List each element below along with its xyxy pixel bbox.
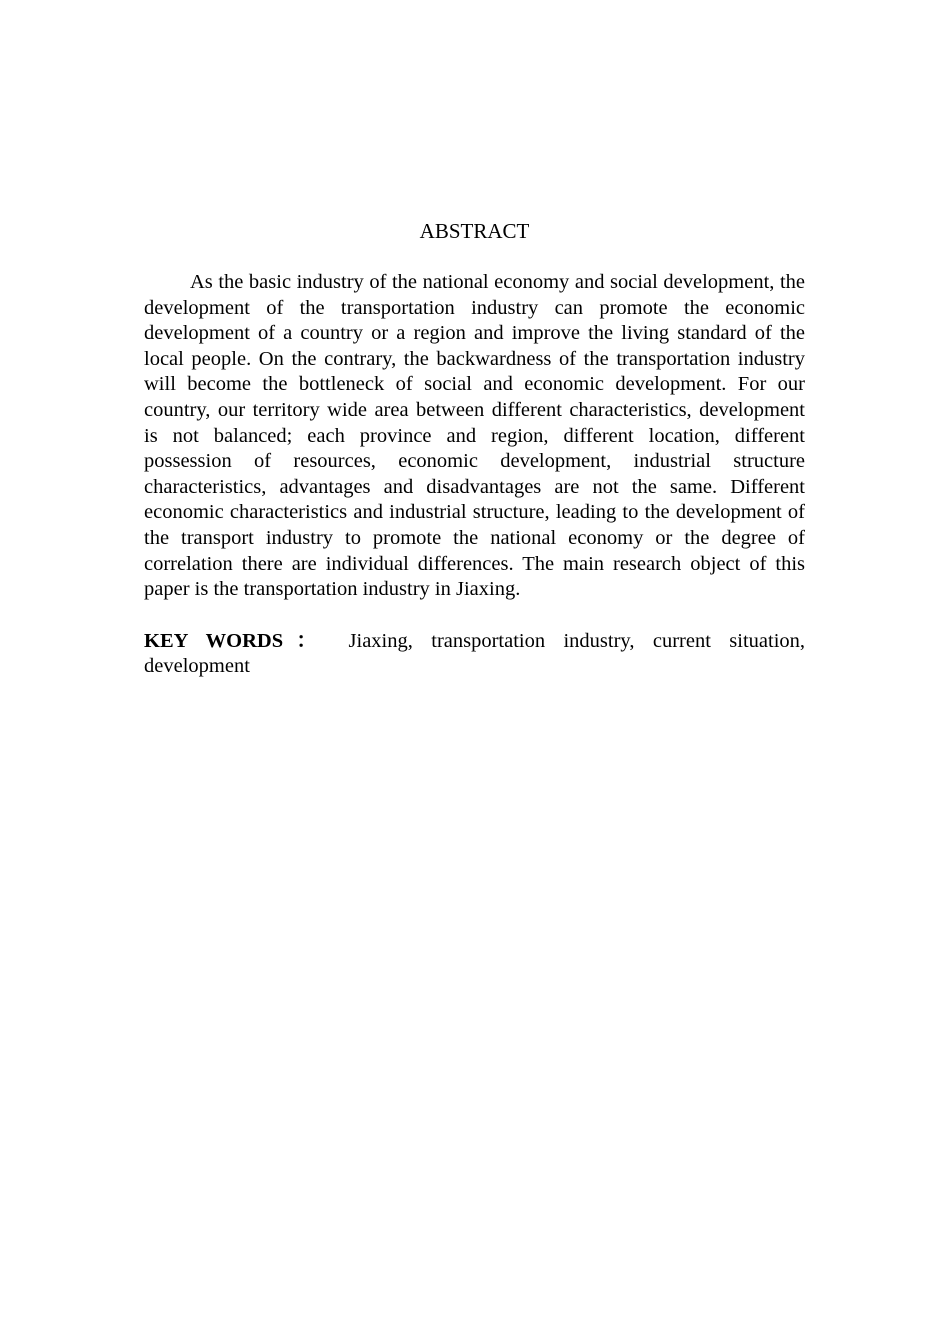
abstract-text: As the basic industry of the national economy and social development, the development of the transportation industry can promote the economic development of a country or a region and improve the living standard of the local people. On the contrary, the backwardness of the transportation industry will become the bottleneck of social and economic development. For our country, our territory wide area between different characteristics, development is not balanced; each province and region, different location, different possession of resources, economic development, industrial structure characteristics, advantages and disadvantages are not the same. Different economic characteristics and industrial structure, leading to the development of the transport industry to promote the national economy or the degree of correlation there are individual differences. The main research object of this paper is the transportation industry in Jiaxing. (144, 271, 805, 601)
abstract-title: ABSTRACT (419, 219, 530, 243)
keywords-label: KEY WORDS： (144, 629, 331, 652)
keywords-line (144, 629, 805, 680)
abstract-section (144, 218, 805, 680)
keywords-value: Jiaxing, transportation industry, current situation, development (144, 629, 806, 678)
